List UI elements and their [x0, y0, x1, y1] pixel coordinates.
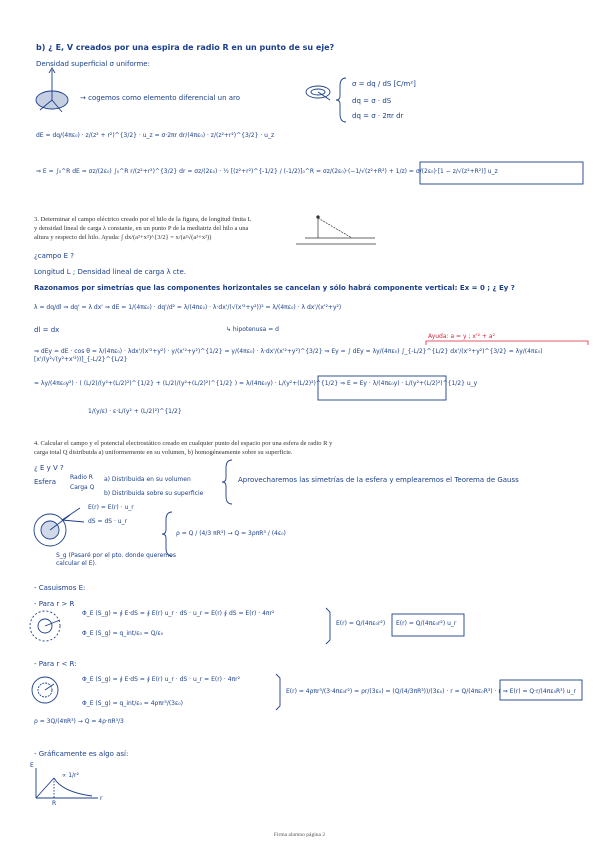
hint-note: Ayuda: a = y ; x'² + a²: [428, 333, 495, 340]
wire-figure: [296, 216, 376, 244]
graph-heading: - Gráficamente es algo así:: [34, 750, 129, 758]
dS-radial: dS = dS · u_r: [88, 518, 128, 525]
inner-brace: [276, 674, 280, 710]
rho-relation: ρ = Q / (4/3 πR³) → Q = 3ρπR³ / (4ε₀): [176, 530, 286, 537]
problem-3-line-1: 3. Determinar el campo eléctrico creado por el hilo de la figura, de longitud finita L: [34, 216, 252, 223]
E-expression: ⇒ E = ∫₀^R dE = σz/(2ε₀) ∫₀^R r/(z²+r²)^{3/2} dr = σz/(2ε₀) · ½ [(z²+r²)^{-1/2} / (-1/2)]₀^R = σz/(2ε₀)·(−1/√(z²+R²) + 1/z) = σ/(2ε₀)·[1 − z/√(z²+R²)] u_z: [36, 168, 498, 175]
gauss-surface-note: S_g (Pasaré por el pto. donde queremos calcular el E).: [56, 552, 176, 567]
graph-R-label: R: [52, 800, 57, 807]
problem-3-given: Longitud L ; Densidad lineal de carga λ cte.: [34, 268, 186, 276]
problem-3-question: ¿campo E ?: [34, 252, 74, 260]
E-vector-outer: E(r) = Q/(4πε₀r²) u_r: [396, 620, 457, 627]
graph-axis-r: r: [100, 795, 103, 802]
problem-3-line-2: y densidad lineal de carga λ constante, en un punto P de la mediatriz del hilo a una: [34, 225, 249, 232]
flux-inner-2: Φ_E (S_g) = q_int/ε₀ = 4ρπr³/(3ε₀): [82, 700, 183, 707]
sigma-brace: [336, 78, 346, 122]
approach-note: Aprovecharemos las simetrías de la esfera y emplearemos el Teorema de Gauss: [238, 476, 519, 484]
flux-outer-2: Φ_E (S_g) = q_int/ε₀ = Q/ε₀: [82, 630, 164, 637]
dE-expression: dE = dq/(4πε₀) · z/(z² + r²)^{3/2} · u_z = σ·2πr dr/(4πε₀) · z/(z²+r²)^{3/2} · u_z: [36, 132, 275, 139]
fraction-note: 1/(y/ε) · ε·L/(y² + (L/2)²)^{1/2}: [88, 408, 182, 415]
section-b-title: b) ¿ E, V creados por una espira de radio R en un punto de su eje?: [36, 43, 335, 52]
diff-element-note: → cogemos como elemento diferencial un aro: [80, 94, 241, 102]
lambda-relation: λ = dq/dl ⇒ dq' = λ dx' ⇒ dE = 1/(4πε₀) · dq'/d² = λ/(4πε₀) · λ·dx'/(√(x'²+y²))² = λ/(4πε₀) · λ dx'/(x'²+y²): [34, 304, 342, 311]
graph-axis-E: E: [30, 762, 34, 769]
problem-4-question: ¿ E y V ?: [34, 464, 64, 472]
case-outer-heading: - Para r > R: [34, 600, 75, 608]
E-outer: E(r) = Q/(4πε₀r²): [336, 620, 386, 627]
dq-relation-2: dq = σ · 2πr dr: [352, 112, 404, 120]
hypotenuse-note: ↳ hipotenusa = d: [226, 326, 279, 333]
problem-3-line-3: altura y respecto del hilo. Ayuda: ∫ dx/(a²+x²)^{3/2} = x/(a²√(a²+x²)): [34, 234, 212, 241]
problem-3-reasoning: Razonamos por simetrías que las componentes horizontales se cancelan y sólo habrá componente vertical: Ex = 0 ; ¿ Ey ?: [34, 284, 515, 292]
rho-brace: [162, 512, 172, 556]
page-footer: Firma alumno página 2: [273, 832, 326, 838]
E-radial: E(r) = E(r) · u_r: [88, 504, 134, 511]
options-brace: [222, 460, 232, 504]
outer-brace: [326, 608, 330, 644]
graph-decay-label: ∝ 1/r²: [62, 772, 79, 779]
cases-heading: - Casuismos E:: [34, 584, 86, 592]
ring-figure: [306, 86, 330, 100]
option-b: b) Distribuida sobre su superficie: [104, 490, 204, 497]
radius-label: Radio R: [70, 474, 93, 481]
option-a: a) Distribuida en su volumen: [104, 476, 191, 483]
sphere-label: Esfera: [34, 478, 57, 486]
Ey-expression: = λy/(4πε₀y²) · ( (L/2)/(y²+(L/2)²)^{1/2} + (L/2)/(y²+(L/2)²)^{1/2} ) = λ/(4πε₀y) · L/(y²+(L/2)²)^{1/2} ⇒ E = Ey · λ/(4πε₀y) · L/(y²+(L/2)²)^{1/2} u_y: [34, 380, 478, 387]
dq-relation-1: dq = σ · dS: [352, 97, 392, 105]
charge-label: Carga Q: [70, 484, 95, 491]
density-note: Densidad superficial σ uniforme:: [36, 60, 150, 68]
dl-relation: dl = dx: [34, 326, 60, 334]
problem-4-line-1: 4. Calcular el campo y el potencial electrostático creado en cualquier punto del espacio por una esfera de radio R y: [34, 440, 333, 447]
flux-outer: Φ_E (S_g) = ∮ E·dS = ∮ E(r) u_r · dS · u_r = E(r) ∮ dS = E(r) · 4πr²: [82, 610, 275, 617]
case-inner-heading: - Para r < R:: [34, 660, 77, 668]
dEy-expression: ⇒ dEy = dE · cos θ = λ/(4πε₀) · λdx'/(x'²+y²) · y/(x'²+y²)^{1/2} = y/(4πε₀) · λ·dx'/(x'²+y²)^{3/2} ⇒ Ey = ∫ dEy = λy/(4πε₀) ∫_{-L/2}^{L/2} dx'/(x'²+y²)^{3/2} = λy/(4πε₀) [x'/(y²√(y²+x'²))]_{-L/2}^{L/2}: [34, 348, 543, 363]
hint-bracket: [426, 341, 588, 345]
flux-inner: Φ_E (S_g) = ∮ E·dS = ∮ E(r) u_r · dS · u_r = E(r) · 4πr²: [82, 676, 241, 683]
problem-4-line-2: carga total Q distribuida a) uniformemente en su volumen, b) homogéneamente sobre su superficie.: [34, 449, 293, 456]
outer-gauss-figure: [30, 611, 60, 641]
gauss-sphere-figure: [34, 508, 84, 546]
inner-gauss-figure: [32, 677, 58, 703]
E-inner: E(r) = 4ρπr³/(3·4πε₀r²) = ρr/(3ε₀) = (Q/(4/3πR³))/(3ε₀) · r = Q/(4πε₀R³) · r ⇒ E(r) = Q·r/(4πε₀R³) u_r: [286, 688, 577, 695]
disc-figure: [36, 68, 68, 112]
rho-inner: ρ = 3Q/(4πR³) → Q = 4ρ·πR³/3: [34, 718, 124, 725]
sigma-def: σ = dq / dS [C/m²]: [352, 80, 416, 88]
